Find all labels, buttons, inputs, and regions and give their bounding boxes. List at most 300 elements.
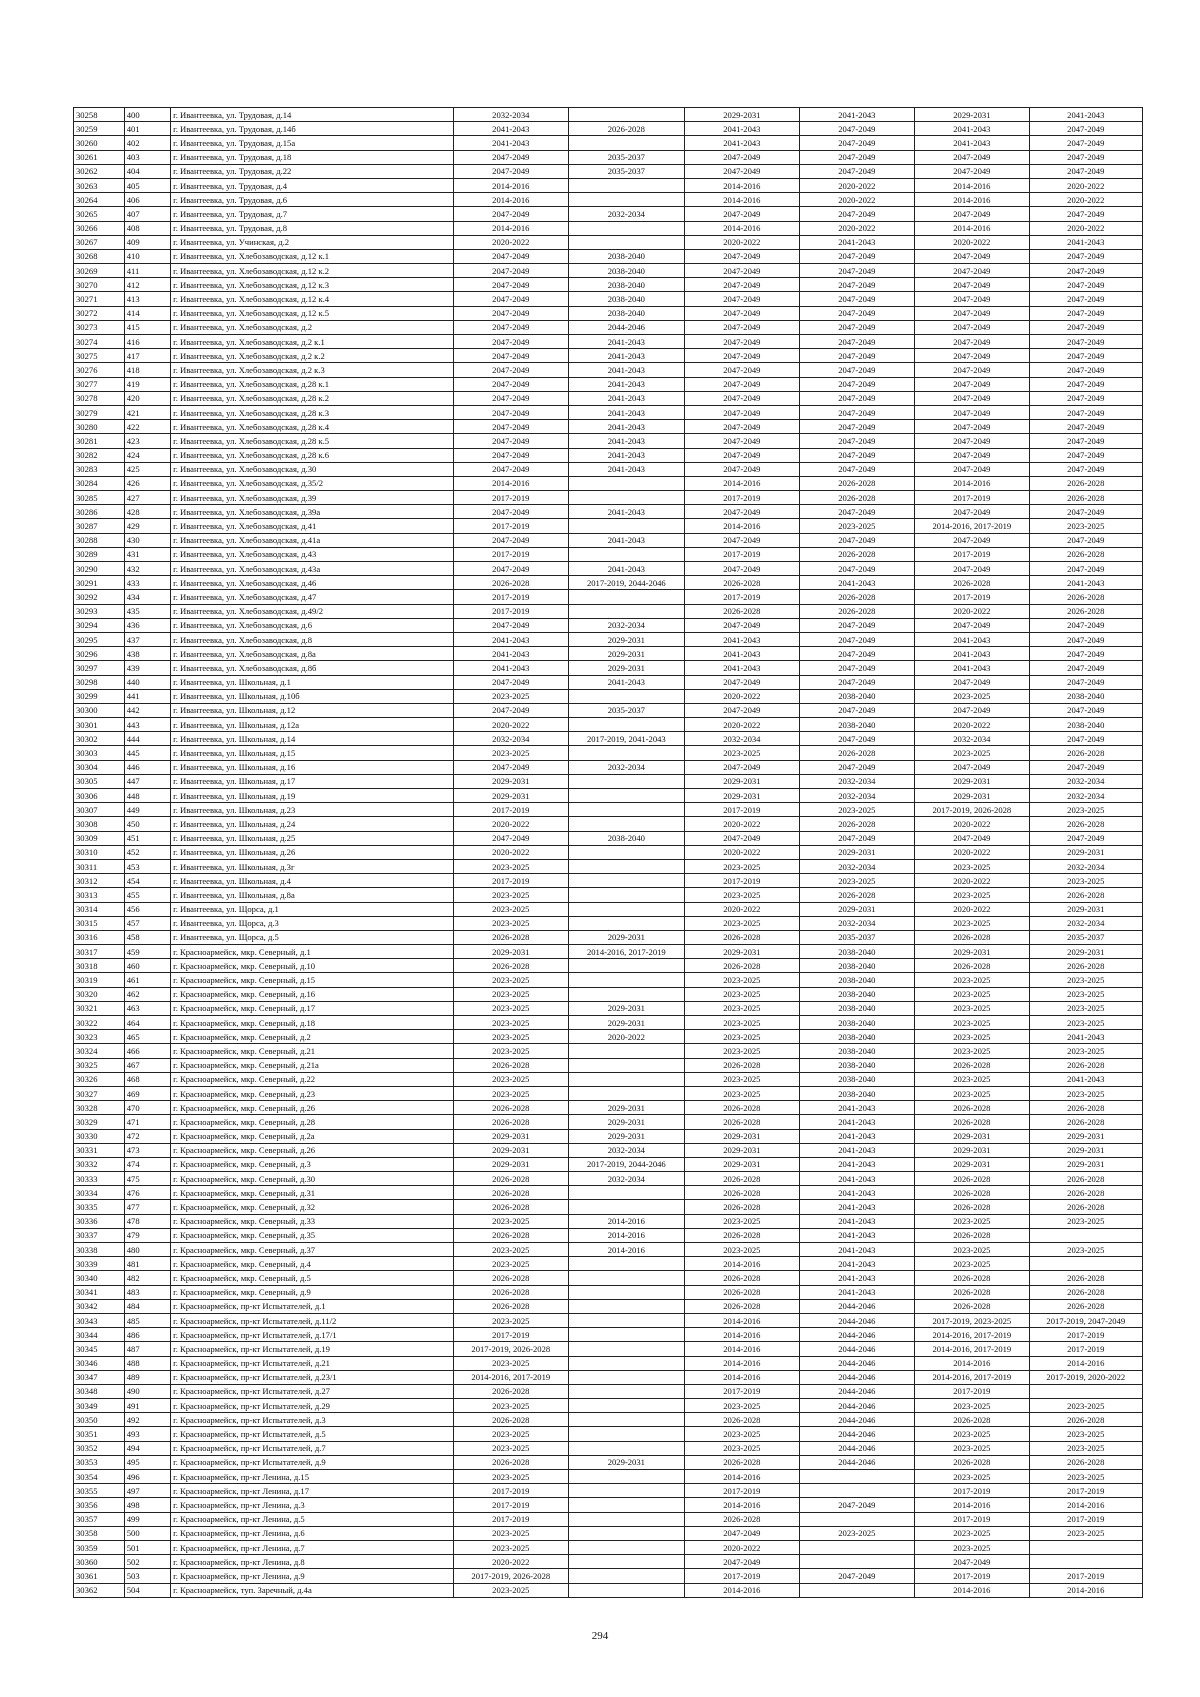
period-cell-1: 2017-2019: [454, 803, 568, 817]
period-cell-6: 2047-2049: [1029, 703, 1142, 717]
period-cell-3: 2047-2049: [685, 420, 799, 434]
period-cell-2: [568, 1313, 685, 1327]
item-number-cell: 440: [124, 675, 170, 689]
period-cell-6: 2029-2031: [1029, 945, 1142, 959]
period-cell-1: 2041-2043: [454, 136, 568, 150]
period-cell-5: 2047-2049: [915, 292, 1029, 306]
period-cell-5: 2047-2049: [915, 533, 1029, 547]
period-cell-5: 2047-2049: [915, 207, 1029, 221]
period-cell-1: 2026-2028: [454, 1384, 568, 1398]
period-cell-4: 2038-2040: [799, 718, 915, 732]
item-number-cell: 464: [124, 1016, 170, 1030]
period-cell-1: 2047-2049: [454, 831, 568, 845]
period-cell-3: 2047-2049: [685, 1526, 799, 1540]
period-cell-6: 2023-2025: [1029, 519, 1142, 533]
row-id-cell: 30320: [74, 987, 125, 1001]
period-cell-3: 2014-2016: [685, 1470, 799, 1484]
period-cell-5: 2026-2028: [915, 1271, 1029, 1285]
period-cell-1: 2017-2019, 2026-2028: [454, 1342, 568, 1356]
period-cell-3: 2017-2019: [685, 590, 799, 604]
row-id-cell: 30274: [74, 335, 125, 349]
row-id-cell: 30342: [74, 1299, 125, 1313]
item-number-cell: 433: [124, 576, 170, 590]
period-cell-4: 2047-2049: [799, 207, 915, 221]
period-cell-4: 2026-2028: [799, 547, 915, 561]
period-cell-6: 2047-2049: [1029, 434, 1142, 448]
period-cell-3: 2047-2049: [685, 618, 799, 632]
period-cell-3: 2047-2049: [685, 335, 799, 349]
period-cell-5: 2020-2022: [915, 604, 1029, 618]
row-id-cell: 30283: [74, 462, 125, 476]
table-row: [74, 1413, 1143, 1427]
address-cell: г. Красноармейск, мкр. Северный, д.16: [171, 987, 454, 1001]
period-cell-1: 2047-2049: [454, 420, 568, 434]
period-cell-6: 2023-2025: [1029, 803, 1142, 817]
address-cell: г. Ивантеевка, ул. Хлебозаводская, д.46: [171, 576, 454, 590]
address-cell: г. Ивантеевка, ул. Учинская, д.2: [171, 235, 454, 249]
table-row: [74, 1470, 1143, 1484]
period-cell-4: 2026-2028: [799, 476, 915, 490]
table-row: [74, 703, 1143, 717]
period-cell-5: 2017-2019, 2023-2025: [915, 1313, 1029, 1327]
period-cell-5: 2017-2019: [915, 590, 1029, 604]
period-cell-4: 2041-2043: [799, 1129, 915, 1143]
table-row: [74, 505, 1143, 519]
period-cell-5: 2041-2043: [915, 122, 1029, 136]
period-cell-1: 2047-2049: [454, 675, 568, 689]
period-cell-5: 2014-2016, 2017-2019: [915, 1370, 1029, 1384]
period-cell-6: 2020-2022: [1029, 193, 1142, 207]
period-cell-5: 2023-2025: [915, 746, 1029, 760]
item-number-cell: 417: [124, 349, 170, 363]
period-cell-2: [568, 136, 685, 150]
period-cell-3: 2017-2019: [685, 803, 799, 817]
period-cell-4: 2038-2040: [799, 1030, 915, 1044]
period-cell-1: 2026-2028: [454, 1101, 568, 1115]
period-cell-4: 2038-2040: [799, 945, 915, 959]
period-cell-2: [568, 689, 685, 703]
period-cell-3: 2023-2025: [685, 1044, 799, 1058]
period-cell-3: 2047-2049: [685, 164, 799, 178]
address-cell: г. Ивантеевка, ул. Трудовая, д.4: [171, 178, 454, 192]
period-cell-5: 2023-2025: [915, 973, 1029, 987]
table-row: [74, 1001, 1143, 1015]
period-cell-2: [568, 108, 685, 122]
period-cell-4: 2038-2040: [799, 1016, 915, 1030]
period-cell-2: 2041-2043: [568, 448, 685, 462]
period-cell-4: 2047-2049: [799, 462, 915, 476]
row-id-cell: 30346: [74, 1356, 125, 1370]
item-number-cell: 461: [124, 973, 170, 987]
period-cell-3: 2047-2049: [685, 249, 799, 263]
address-cell: г. Ивантеевка, ул. Школьная, д.17: [171, 774, 454, 788]
period-cell-6: 2017-2019, 2020-2022: [1029, 1370, 1142, 1384]
period-cell-3: 2047-2049: [685, 278, 799, 292]
period-cell-4: 2047-2049: [799, 760, 915, 774]
table-row: [74, 675, 1143, 689]
table-row: [74, 632, 1143, 646]
address-cell: г. Ивантеевка, ул. Трудовая, д.14б: [171, 122, 454, 136]
period-cell-6: 2047-2049: [1029, 391, 1142, 405]
row-id-cell: 30322: [74, 1016, 125, 1030]
address-cell: г. Ивантеевка, ул. Хлебозаводская, д.41а: [171, 533, 454, 547]
period-cell-1: 2032-2034: [454, 108, 568, 122]
period-cell-2: [568, 1441, 685, 1455]
item-number-cell: 478: [124, 1214, 170, 1228]
period-cell-4: 2047-2049: [799, 164, 915, 178]
period-cell-6: 2047-2049: [1029, 349, 1142, 363]
period-cell-5: 2023-2025: [915, 1399, 1029, 1413]
period-cell-5: 2047-2049: [915, 420, 1029, 434]
period-cell-1: 2023-2025: [454, 1441, 568, 1455]
period-cell-5: 2023-2025: [915, 1214, 1029, 1228]
address-cell: г. Ивантеевка, ул. Хлебозаводская, д.12 к.4: [171, 292, 454, 306]
item-number-cell: 438: [124, 647, 170, 661]
row-id-cell: 30350: [74, 1413, 125, 1427]
item-number-cell: 469: [124, 1086, 170, 1100]
item-number-cell: 502: [124, 1555, 170, 1569]
address-cell: г. Ивантеевка, ул. Хлебозаводская, д.8б: [171, 661, 454, 675]
table-row: [74, 973, 1143, 987]
table-row: [74, 760, 1143, 774]
period-cell-6: 2047-2049: [1029, 533, 1142, 547]
address-cell: г. Ивантеевка, ул. Трудовая, д.22: [171, 164, 454, 178]
table-row: [74, 178, 1143, 192]
item-number-cell: 500: [124, 1526, 170, 1540]
period-cell-4: 2047-2049: [799, 732, 915, 746]
table-row: [74, 817, 1143, 831]
row-id-cell: 30263: [74, 178, 125, 192]
row-id-cell: 30266: [74, 221, 125, 235]
table-row: [74, 1172, 1143, 1186]
item-number-cell: 448: [124, 789, 170, 803]
address-cell: г. Красноармейск, мкр. Северный, д.3: [171, 1157, 454, 1171]
period-cell-2: 2041-2043: [568, 377, 685, 391]
period-cell-2: 2014-2016, 2017-2019: [568, 945, 685, 959]
period-cell-1: 2047-2049: [454, 264, 568, 278]
period-cell-4: 2047-2049: [799, 122, 915, 136]
period-cell-1: 2014-2016: [454, 476, 568, 490]
address-cell: г. Красноармейск, пр-кт Ленина, д.5: [171, 1512, 454, 1526]
period-cell-5: 2014-2016, 2017-2019: [915, 1328, 1029, 1342]
period-cell-1: 2047-2049: [454, 448, 568, 462]
row-id-cell: 30353: [74, 1455, 125, 1469]
address-cell: г. Ивантеевка, ул. Школьная, д.10б: [171, 689, 454, 703]
period-cell-6: [1029, 1228, 1142, 1242]
period-cell-4: 2038-2040: [799, 1086, 915, 1100]
period-cell-5: 2047-2049: [915, 363, 1029, 377]
period-cell-3: 2023-2025: [685, 973, 799, 987]
row-id-cell: 30339: [74, 1257, 125, 1271]
table-row: [74, 902, 1143, 916]
period-cell-1: 2047-2049: [454, 618, 568, 632]
period-cell-3: 2047-2049: [685, 562, 799, 576]
item-number-cell: 412: [124, 278, 170, 292]
period-cell-6: 2047-2049: [1029, 760, 1142, 774]
item-number-cell: 484: [124, 1299, 170, 1313]
period-cell-4: 2041-2043: [799, 108, 915, 122]
row-id-cell: 30298: [74, 675, 125, 689]
period-cell-4: 2047-2049: [799, 675, 915, 689]
row-id-cell: 30310: [74, 845, 125, 859]
table-row: [74, 122, 1143, 136]
period-cell-1: 2017-2019: [454, 1328, 568, 1342]
row-id-cell: 30323: [74, 1030, 125, 1044]
item-number-cell: 462: [124, 987, 170, 1001]
period-cell-2: [568, 590, 685, 604]
item-number-cell: 452: [124, 845, 170, 859]
address-cell: г. Ивантеевка, ул. Хлебозаводская, д.12 к.1: [171, 249, 454, 263]
item-number-cell: 463: [124, 1001, 170, 1015]
period-cell-4: 2041-2043: [799, 1115, 915, 1129]
period-cell-6: [1029, 1384, 1142, 1398]
item-number-cell: 475: [124, 1172, 170, 1186]
period-cell-4: 2038-2040: [799, 1072, 915, 1086]
item-number-cell: 492: [124, 1413, 170, 1427]
period-cell-2: 2044-2046: [568, 320, 685, 334]
period-cell-2: 2041-2043: [568, 391, 685, 405]
address-cell: г. Ивантеевка, ул. Хлебозаводская, д.28 к.2: [171, 391, 454, 405]
period-cell-2: 2035-2037: [568, 703, 685, 717]
address-cell: г. Ивантеевка, ул. Хлебозаводская, д.47: [171, 590, 454, 604]
period-cell-2: 2041-2043: [568, 675, 685, 689]
period-cell-5: 2017-2019: [915, 547, 1029, 561]
period-cell-6: 2047-2049: [1029, 732, 1142, 746]
period-cell-5: 2020-2022: [915, 235, 1029, 249]
period-cell-6: 2026-2028: [1029, 1271, 1142, 1285]
table-row: [74, 221, 1143, 235]
period-cell-1: 2026-2028: [454, 1455, 568, 1469]
period-cell-1: 2026-2028: [454, 576, 568, 590]
period-cell-3: 2047-2049: [685, 207, 799, 221]
item-number-cell: 423: [124, 434, 170, 448]
address-cell: г. Ивантеевка, ул. Хлебозаводская, д.12 к.3: [171, 278, 454, 292]
address-cell: г. Красноармейск, мкр. Северный, д.31: [171, 1186, 454, 1200]
period-cell-3: 2014-2016: [685, 1498, 799, 1512]
row-id-cell: 30357: [74, 1512, 125, 1526]
period-cell-1: 2047-2049: [454, 363, 568, 377]
period-cell-6: 2035-2037: [1029, 930, 1142, 944]
period-cell-6: 2047-2049: [1029, 207, 1142, 221]
period-cell-1: 2029-2031: [454, 1129, 568, 1143]
row-id-cell: 30314: [74, 902, 125, 916]
item-number-cell: 403: [124, 150, 170, 164]
address-cell: г. Красноармейск, пр-кт Испытателей, д.9: [171, 1455, 454, 1469]
address-cell: г. Красноармейск, мкр. Северный, д.21: [171, 1044, 454, 1058]
table-row: [74, 803, 1143, 817]
item-number-cell: 467: [124, 1058, 170, 1072]
period-cell-5: 2020-2022: [915, 845, 1029, 859]
period-cell-4: 2026-2028: [799, 746, 915, 760]
period-cell-5: 2047-2049: [915, 264, 1029, 278]
period-cell-1: 2023-2025: [454, 859, 568, 873]
address-cell: г. Красноармейск, мкр. Северный, д.33: [171, 1214, 454, 1228]
table-row: [74, 1313, 1143, 1327]
address-cell: г. Ивантеевка, ул. Хлебозаводская, д.8а: [171, 647, 454, 661]
period-cell-3: 2026-2028: [685, 1058, 799, 1072]
item-number-cell: 409: [124, 235, 170, 249]
item-number-cell: 458: [124, 930, 170, 944]
address-cell: г. Красноармейск, мкр. Северный, д.9: [171, 1285, 454, 1299]
period-cell-6: 2023-2025: [1029, 1214, 1142, 1228]
period-cell-1: 2023-2025: [454, 916, 568, 930]
period-cell-3: 2023-2025: [685, 1441, 799, 1455]
address-cell: г. Ивантеевка, ул. Хлебозаводская, д.39а: [171, 505, 454, 519]
table-row: [74, 1512, 1143, 1526]
item-number-cell: 414: [124, 306, 170, 320]
address-cell: г. Ивантеевка, ул. Хлебозаводская, д.28 к.6: [171, 448, 454, 462]
row-id-cell: 30270: [74, 278, 125, 292]
table-row: [74, 264, 1143, 278]
address-cell: г. Ивантеевка, ул. Хлебозаводская, д.30: [171, 462, 454, 476]
table-row: [74, 150, 1143, 164]
period-cell-4: 2047-2049: [799, 264, 915, 278]
period-cell-2: 2014-2016: [568, 1228, 685, 1242]
period-cell-4: 2020-2022: [799, 221, 915, 235]
period-cell-2: [568, 817, 685, 831]
item-number-cell: 425: [124, 462, 170, 476]
period-cell-3: 2014-2016: [685, 1313, 799, 1327]
table-row: [74, 434, 1143, 448]
row-id-cell: 30275: [74, 349, 125, 363]
period-cell-4: 2047-2049: [799, 377, 915, 391]
period-cell-5: 2047-2049: [915, 434, 1029, 448]
period-cell-3: 2023-2025: [685, 916, 799, 930]
period-cell-4: 2047-2049: [799, 632, 915, 646]
period-cell-5: 2047-2049: [915, 405, 1029, 419]
item-number-cell: 456: [124, 902, 170, 916]
row-id-cell: 30327: [74, 1086, 125, 1100]
item-number-cell: 405: [124, 178, 170, 192]
address-cell: г. Ивантеевка, ул. Хлебозаводская, д.8: [171, 632, 454, 646]
period-cell-3: 2029-2031: [685, 108, 799, 122]
table-row: [74, 789, 1143, 803]
period-cell-6: 2038-2040: [1029, 718, 1142, 732]
row-id-cell: 30279: [74, 405, 125, 419]
row-id-cell: 30284: [74, 476, 125, 490]
period-cell-3: 2047-2049: [685, 264, 799, 278]
period-cell-3: 2047-2049: [685, 306, 799, 320]
period-cell-5: 2014-2016: [915, 193, 1029, 207]
table-row: [74, 1555, 1143, 1569]
period-cell-5: 2047-2049: [915, 335, 1029, 349]
period-cell-5: 2017-2019: [915, 1384, 1029, 1398]
table-row: [74, 476, 1143, 490]
address-cell: г. Красноармейск, пр-кт Ленина, д.7: [171, 1540, 454, 1554]
period-cell-1: 2017-2019: [454, 604, 568, 618]
row-id-cell: 30348: [74, 1384, 125, 1398]
period-cell-5: 2026-2028: [915, 1200, 1029, 1214]
period-cell-5: 2026-2028: [915, 576, 1029, 590]
table-row: [74, 1143, 1143, 1157]
item-number-cell: 443: [124, 718, 170, 732]
period-cell-2: 2029-2031: [568, 1115, 685, 1129]
period-cell-5: 2047-2049: [915, 505, 1029, 519]
period-cell-1: 2023-2025: [454, 987, 568, 1001]
period-cell-2: 2032-2034: [568, 760, 685, 774]
item-number-cell: 498: [124, 1498, 170, 1512]
period-cell-3: 2041-2043: [685, 647, 799, 661]
period-cell-4: 2041-2043: [799, 1101, 915, 1115]
address-cell: г. Красноармейск, пр-кт Испытателей, д.23/1: [171, 1370, 454, 1384]
row-id-cell: 30287: [74, 519, 125, 533]
table-row: [74, 1498, 1143, 1512]
period-cell-5: 2047-2049: [915, 1555, 1029, 1569]
item-number-cell: 413: [124, 292, 170, 306]
row-id-cell: 30340: [74, 1271, 125, 1285]
period-cell-4: 2047-2049: [799, 136, 915, 150]
period-cell-5: 2023-2025: [915, 1001, 1029, 1015]
period-cell-4: 2041-2043: [799, 1285, 915, 1299]
period-cell-6: 2017-2019: [1029, 1512, 1142, 1526]
period-cell-1: 2047-2049: [454, 335, 568, 349]
period-cell-3: 2047-2049: [685, 505, 799, 519]
item-number-cell: 428: [124, 505, 170, 519]
address-cell: г. Ивантеевка, ул. Школьная, д.4: [171, 874, 454, 888]
period-cell-4: 2041-2043: [799, 1157, 915, 1171]
table-row: [74, 1228, 1143, 1242]
period-cell-2: [568, 1072, 685, 1086]
table-row: [74, 1441, 1143, 1455]
period-cell-6: 2023-2025: [1029, 1399, 1142, 1413]
item-number-cell: 481: [124, 1257, 170, 1271]
period-cell-1: 2023-2025: [454, 1540, 568, 1554]
period-cell-1: 2029-2031: [454, 774, 568, 788]
item-number-cell: 451: [124, 831, 170, 845]
period-cell-4: 2047-2049: [799, 391, 915, 405]
period-cell-3: 2023-2025: [685, 1214, 799, 1228]
period-cell-3: 2026-2028: [685, 959, 799, 973]
table-row: [74, 491, 1143, 505]
period-cell-1: 2023-2025: [454, 1072, 568, 1086]
period-cell-6: 2026-2028: [1029, 1413, 1142, 1427]
table-row: [74, 519, 1143, 533]
period-cell-5: 2023-2025: [915, 987, 1029, 1001]
address-cell: г. Ивантеевка, ул. Школьная, д.26: [171, 845, 454, 859]
period-cell-5: 2047-2049: [915, 377, 1029, 391]
row-id-cell: 30265: [74, 207, 125, 221]
period-cell-1: 2026-2028: [454, 1285, 568, 1299]
address-cell: г. Ивантеевка, ул. Школьная, д.14: [171, 732, 454, 746]
period-cell-6: 2026-2028: [1029, 1101, 1142, 1115]
period-cell-2: [568, 973, 685, 987]
period-cell-6: 2047-2049: [1029, 136, 1142, 150]
period-cell-2: [568, 902, 685, 916]
address-cell: г. Ивантеевка, ул. Хлебозаводская, д.35/2: [171, 476, 454, 490]
table-row: [74, 618, 1143, 632]
period-cell-4: 2047-2049: [799, 448, 915, 462]
table-row: [74, 1243, 1143, 1257]
period-cell-2: [568, 1583, 685, 1597]
table-row: [74, 405, 1143, 419]
period-cell-6: 2032-2034: [1029, 916, 1142, 930]
item-number-cell: 473: [124, 1143, 170, 1157]
address-cell: г. Красноармейск, мкр. Северный, д.5: [171, 1271, 454, 1285]
period-cell-2: [568, 1370, 685, 1384]
period-cell-3: 2023-2025: [685, 1086, 799, 1100]
period-cell-4: 2044-2046: [799, 1399, 915, 1413]
address-cell: г. Ивантеевка, ул. Трудовая, д.14: [171, 108, 454, 122]
period-cell-2: [568, 476, 685, 490]
period-cell-1: 2029-2031: [454, 1143, 568, 1157]
table-row: [74, 1540, 1143, 1554]
period-cell-2: 2035-2037: [568, 164, 685, 178]
item-number-cell: 420: [124, 391, 170, 405]
address-cell: г. Ивантеевка, ул. Хлебозаводская, д.49/2: [171, 604, 454, 618]
period-cell-3: 2023-2025: [685, 1243, 799, 1257]
row-id-cell: 30359: [74, 1540, 125, 1554]
row-id-cell: 30308: [74, 817, 125, 831]
